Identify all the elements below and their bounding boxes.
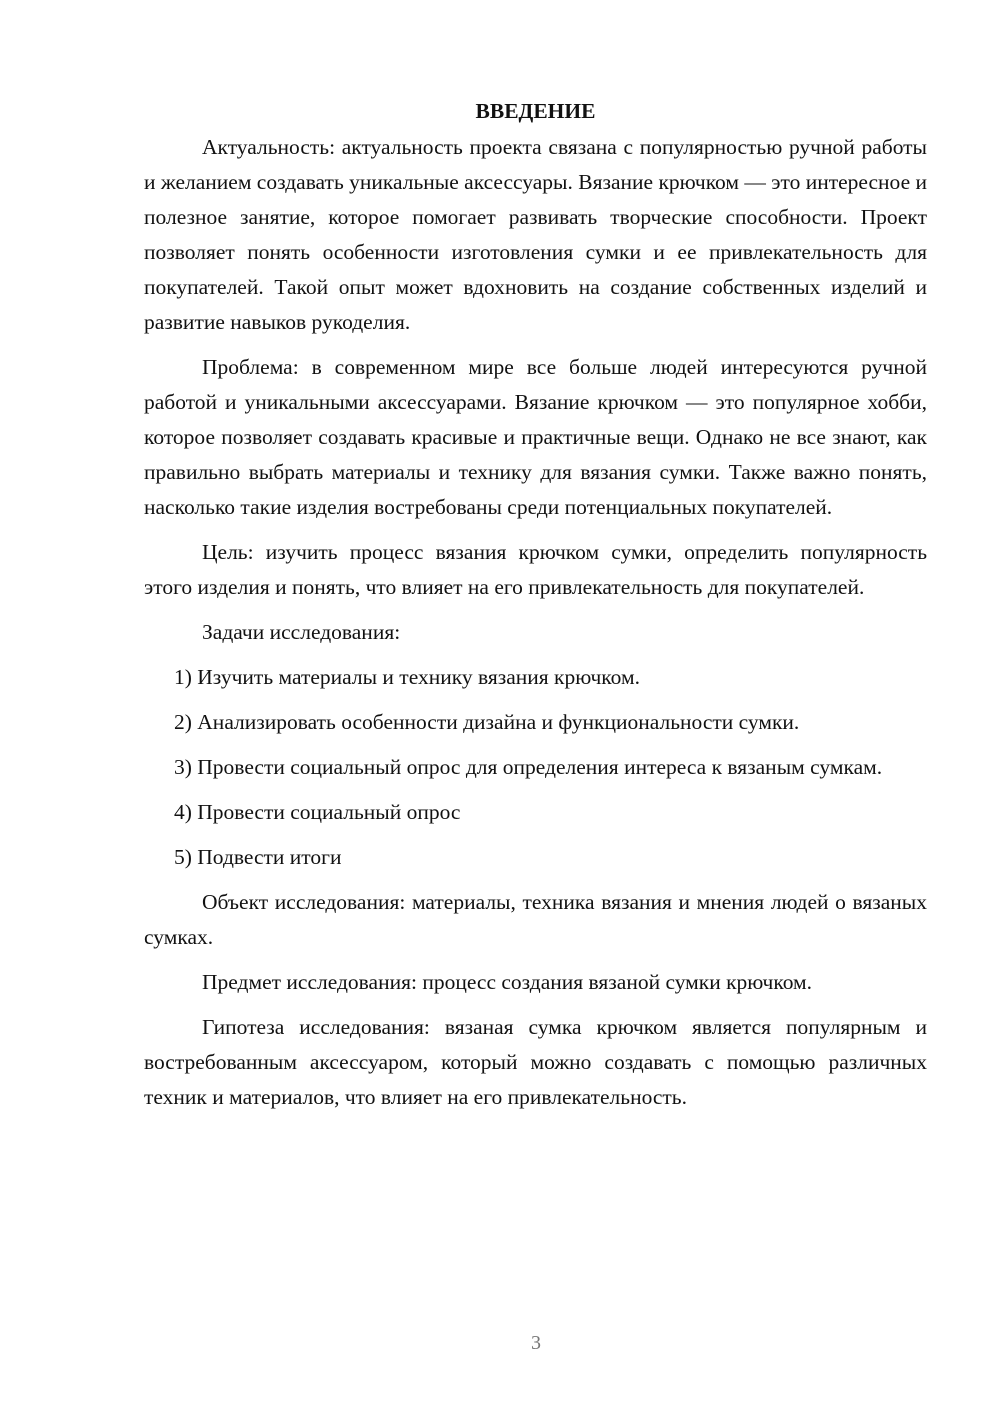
task-item-4: 4) Провести социальный опрос [174, 800, 461, 824]
page-content [144, 96, 927, 1125]
task-item-2: 2) Анализировать особенности дизайна и функциональности сумки. [174, 710, 800, 734]
paragraph-problem: Проблема: в современном мире все больше людей интересуются ручной работой и уникальными аксессуарами. Вязание крючком — это популярное хобби, которое позволяет создавать красивые и практичные вещи. Однако не все знают, как правильно выбрать материалы и технику для вязания сумки. Также важно понять, насколько такие изделия востребованы среди потенциальных покупателей. [144, 355, 927, 519]
task-item-5: 5) Подвести итоги [174, 845, 342, 869]
task-item-1: 1) Изучить материалы и технику вязания крючком. [174, 665, 640, 689]
page-number: 3 [531, 1332, 541, 1354]
page-title: ВВЕДЕНИЕ [475, 99, 596, 123]
paragraph-object: Объект исследования: материалы, техника вязания и мнения людей о вязаных сумках. [144, 890, 927, 949]
paragraph-relevance: Актуальность: актуальность проекта связана с популярностью ручной работы и желанием создавать уникальные аксессуары. Вязание крючком — это интересное и полезное занятие, которое помогает развивать творческие способности. Проект позволяет понять особенности изготовления сумки и ее привлекательность для покупателей. Такой опыт может вдохновить на создание собственных изделий и развитие навыков рукоделия. [144, 135, 927, 334]
paragraph-goal: Цель: изучить процесс вязания крючком сумки, определить популярность этого изделия и понять, что влияет на его привлекательность для покупателей. [144, 540, 927, 599]
task-item-3: 3) Провести социальный опрос для определения интереса к вязаным сумкам. [174, 755, 883, 779]
paragraph-hypothesis: Гипотеза исследования: вязаная сумка крючком является популярным и востребованным аксессуаром, который можно создавать с помощью различных техник и материалов, что влияет на его привлекательность. [144, 1015, 927, 1109]
tasks-heading: Задачи исследования: [202, 620, 401, 644]
paragraph-subject: Предмет исследования: процесс создания вязаной сумки крючком. [202, 970, 813, 994]
